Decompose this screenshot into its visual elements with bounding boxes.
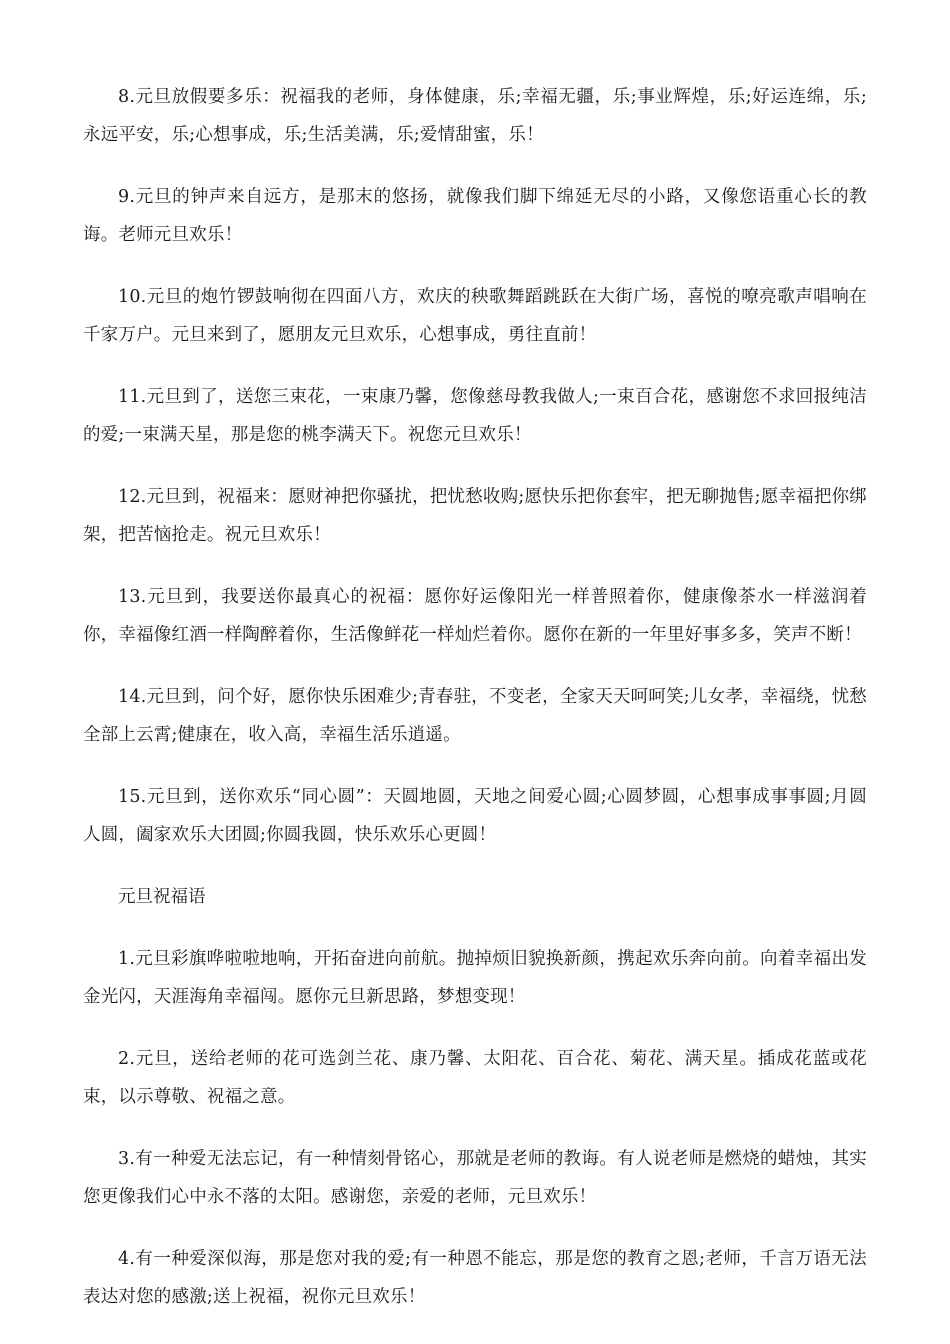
blessing-paragraph-4: 4.有一种爱深似海，那是您对我的爱;有一种恩不能忘，那是您的教育之恩;老师，千言万语无法表达对您的感激;送上祝福，祝你元旦欢乐！ xyxy=(83,1249,867,1307)
greeting-paragraph-9: 9.元旦的钟声来自远方，是那末的悠扬，就像我们脚下绵延无尽的小路，又像您语重心长的教诲。老师元旦欢乐！ xyxy=(83,187,867,245)
section-heading: 元旦祝福语 xyxy=(118,887,206,907)
greeting-paragraph-8: 8.元旦放假要多乐：祝福我的老师，身体健康，乐;幸福无疆，乐;事业辉煌，乐;好运连绵，乐;永远平安，乐;心想事成，乐;生活美满，乐;爱情甜蜜，乐！ xyxy=(83,87,867,145)
greeting-paragraph-15: 15.元旦到，送你欢乐“同心圆”：天圆地圆，天地之间爱心圆;心圆梦圆，心想事成事事圆;月圆人圆，阖家欢乐大团圆;你圆我圆，快乐欢乐心更圆！ xyxy=(83,787,867,845)
greeting-paragraph-11: 11.元旦到了，送您三束花，一束康乃馨，您像慈母教我做人;一束百合花，感谢您不求回报纯洁的爱;一束满天星，那是您的桃李满天下。祝您元旦欢乐！ xyxy=(83,387,867,445)
blessing-paragraph-2: 2.元旦，送给老师的花可选剑兰花、康乃馨、太阳花、百合花、菊花、满天星。插成花蓝或花束，以示尊敬、祝福之意。 xyxy=(83,1049,867,1107)
blessing-paragraph-3: 3.有一种爱无法忘记，有一种情刻骨铭心，那就是老师的教诲。有人说老师是燃烧的蜡烛，其实您更像我们心中永不落的太阳。感谢您，亲爱的老师，元旦欢乐！ xyxy=(83,1149,867,1207)
greeting-paragraph-12: 12.元旦到，祝福来：愿财神把你骚扰，把忧愁收购;愿快乐把你套牢，把无聊抛售;愿幸福把你绑架，把苦恼抢走。祝元旦欢乐！ xyxy=(83,487,867,545)
blessing-paragraph-1: 1.元旦彩旗哗啦啦地响，开拓奋进向前航。抛掉烦旧貌换新颜，携起欢乐奔向前。向着幸福出发金光闪，天涯海角幸福闯。愿你元旦新思路，梦想变现！ xyxy=(83,949,867,1007)
greeting-paragraph-14: 14.元旦到，问个好，愿你快乐困难少;青春驻，不变老，全家天天呵呵笑;儿女孝，幸福绕，忧愁全部上云霄;健康在，收入高，幸福生活乐逍遥。 xyxy=(83,687,867,745)
greeting-paragraph-13: 13.元旦到，我要送你最真心的祝福：愿你好运像阳光一样普照着你，健康像茶水一样滋润着你，幸福像红酒一样陶醉着你，生活像鲜花一样灿烂着你。愿你在新的一年里好事多多，笑声不断！ xyxy=(83,587,867,645)
greeting-paragraph-10: 10.元旦的炮竹锣鼓响彻在四面八方，欢庆的秧歌舞蹈跳跃在大街广场，喜悦的嘹亮歌声唱响在千家万户。元旦来到了，愿朋友元旦欢乐，心想事成，勇往直前！ xyxy=(83,287,867,345)
document-page xyxy=(83,78,867,1340)
